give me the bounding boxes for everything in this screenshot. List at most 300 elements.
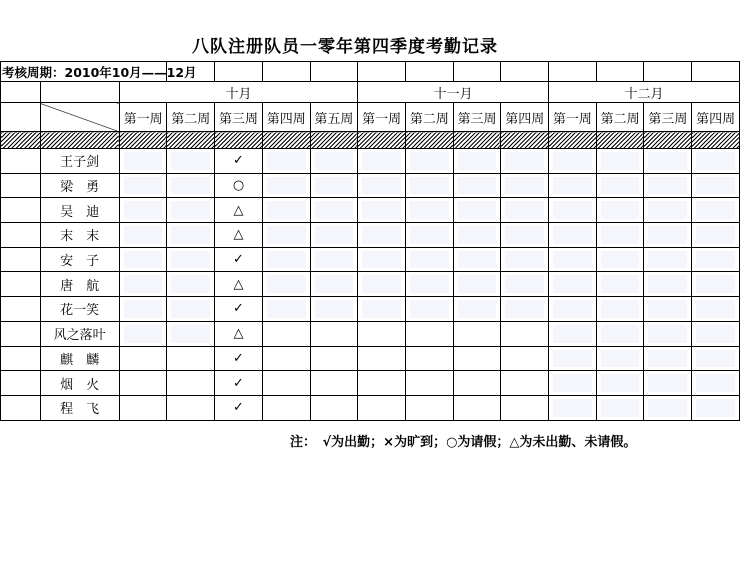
hatch-separator-cell — [310, 132, 358, 149]
header-cell[interactable] — [310, 62, 358, 82]
attendance-cell[interactable] — [262, 346, 310, 371]
month-october: 十月 — [119, 82, 358, 103]
attendance-cell[interactable] — [549, 297, 597, 322]
cell-shade — [553, 300, 592, 318]
cell-shade — [505, 226, 544, 244]
attendance-cell[interactable] — [262, 223, 310, 248]
member-name[interactable]: 唐 航 — [40, 272, 119, 297]
cell-shade — [648, 251, 687, 269]
header-cell[interactable] — [549, 62, 597, 82]
attendance-cell[interactable] — [501, 321, 549, 346]
attendance-cell[interactable] — [692, 395, 740, 420]
attendance-cell[interactable] — [167, 346, 215, 371]
table-row — [1, 371, 740, 396]
cell-shade — [267, 300, 306, 318]
cell-shade — [124, 201, 163, 219]
page-title: 八队注册队员一零年第四季度考勤记录 — [192, 37, 498, 57]
table-row — [1, 321, 740, 346]
attendance-cell[interactable] — [119, 198, 167, 223]
attendance-cell[interactable] — [596, 198, 644, 223]
attendance-symbol: ✓ — [233, 252, 244, 268]
cell-shade — [553, 152, 592, 170]
attendance-cell[interactable] — [262, 371, 310, 396]
attendance-mark[interactable] — [215, 321, 263, 346]
attendance-cell[interactable] — [644, 371, 692, 396]
cell-shade — [267, 251, 306, 269]
attendance-cell[interactable] — [644, 198, 692, 223]
attendance-cell[interactable] — [405, 149, 453, 174]
cell-shade — [553, 325, 592, 343]
cell-shade — [696, 325, 735, 343]
attendance-cell[interactable] — [501, 346, 549, 371]
member-name[interactable]: 烟 火 — [40, 371, 119, 396]
attendance-mark[interactable] — [215, 149, 263, 174]
attendance-cell[interactable] — [310, 149, 358, 174]
attendance-cell[interactable] — [549, 223, 597, 248]
attendance-mark[interactable] — [215, 346, 263, 371]
table-row — [1, 198, 740, 223]
attendance-cell[interactable] — [119, 272, 167, 297]
attendance-cell[interactable] — [358, 371, 406, 396]
attendance-cell[interactable] — [167, 395, 215, 420]
cell-shade — [124, 300, 163, 318]
cell-shade — [696, 399, 735, 417]
cell-shade — [696, 374, 735, 392]
cell-shade — [171, 201, 210, 219]
hatch-separator-cell — [596, 132, 644, 149]
attendance-cell[interactable] — [453, 198, 501, 223]
cell-shade — [458, 300, 497, 318]
attendance-cell[interactable] — [644, 321, 692, 346]
attendance-cell[interactable] — [167, 247, 215, 272]
attendance-cell[interactable] — [596, 321, 644, 346]
attendance-cell[interactable] — [644, 346, 692, 371]
cell-shade — [267, 201, 306, 219]
cell-shade — [315, 275, 354, 293]
cell-shade — [458, 251, 497, 269]
cell-shade — [267, 226, 306, 244]
attendance-cell[interactable] — [549, 272, 597, 297]
attendance-cell[interactable] — [549, 247, 597, 272]
cell-shade — [124, 152, 163, 170]
cell-shade — [124, 251, 163, 269]
attendance-cell[interactable] — [692, 346, 740, 371]
hatch-separator-cell — [549, 132, 597, 149]
header-cell[interactable] — [692, 62, 740, 82]
attendance-cell[interactable] — [644, 272, 692, 297]
row-index-cell[interactable] — [1, 346, 41, 371]
attendance-mark[interactable] — [215, 371, 263, 396]
attendance-cell[interactable] — [119, 346, 167, 371]
cell-shade — [648, 300, 687, 318]
attendance-cell[interactable] — [644, 395, 692, 420]
attendance-cell[interactable] — [596, 149, 644, 174]
cell-shade — [362, 251, 401, 269]
attendance-cell[interactable] — [167, 223, 215, 248]
cell-shade — [171, 275, 210, 293]
hatch-separator-cell — [40, 132, 119, 149]
attendance-cell[interactable] — [644, 149, 692, 174]
attendance-cell[interactable] — [167, 198, 215, 223]
cell-shade — [696, 251, 735, 269]
hatch-separator-cell — [692, 132, 740, 149]
attendance-cell[interactable] — [358, 395, 406, 420]
attendance-cell[interactable] — [692, 198, 740, 223]
attendance-cell[interactable] — [310, 272, 358, 297]
cell-shade — [362, 177, 401, 195]
attendance-cell[interactable] — [262, 395, 310, 420]
attendance-cell[interactable] — [692, 371, 740, 396]
attendance-cell[interactable] — [358, 173, 406, 198]
member-name[interactable]: 末 末 — [40, 223, 119, 248]
hatch-separator-cell — [1, 132, 41, 149]
hatch-separator-cell — [215, 132, 263, 149]
attendance-cell[interactable] — [549, 198, 597, 223]
cell-shade — [458, 275, 497, 293]
attendance-cell[interactable] — [692, 272, 740, 297]
attendance-table — [0, 61, 740, 421]
attendance-cell[interactable] — [310, 173, 358, 198]
attendance-cell[interactable] — [405, 223, 453, 248]
attendance-cell[interactable] — [405, 321, 453, 346]
attendance-symbol: ✓ — [233, 375, 244, 391]
week-header: 第三周 — [215, 103, 263, 132]
attendance-mark[interactable] — [215, 272, 263, 297]
row-index-cell[interactable] — [1, 247, 41, 272]
hatch-separator-cell — [119, 132, 167, 149]
attendance-cell[interactable] — [405, 247, 453, 272]
attendance-cell[interactable] — [167, 173, 215, 198]
cell-shade — [553, 350, 592, 368]
row-index-cell[interactable] — [1, 223, 41, 248]
attendance-mark[interactable] — [215, 297, 263, 322]
attendance-mark[interactable] — [215, 223, 263, 248]
attendance-cell[interactable] — [644, 247, 692, 272]
attendance-cell[interactable] — [501, 272, 549, 297]
attendance-cell[interactable] — [692, 223, 740, 248]
attendance-cell[interactable] — [501, 371, 549, 396]
row-index-cell[interactable] — [1, 149, 41, 174]
attendance-cell[interactable] — [310, 247, 358, 272]
diagonal-header-cell[interactable] — [40, 103, 119, 132]
attendance-cell[interactable] — [358, 346, 406, 371]
attendance-cell[interactable] — [549, 173, 597, 198]
table-row — [1, 149, 740, 174]
attendance-mark[interactable] — [215, 395, 263, 420]
attendance-cell[interactable] — [119, 149, 167, 174]
cell-shade — [601, 201, 640, 219]
table-row — [1, 173, 740, 198]
table-row — [1, 395, 740, 420]
attendance-cell[interactable] — [262, 198, 310, 223]
cell-shade — [696, 275, 735, 293]
attendance-cell[interactable] — [262, 297, 310, 322]
attendance-cell[interactable] — [119, 247, 167, 272]
attendance-cell[interactable] — [596, 173, 644, 198]
cell-shade — [601, 300, 640, 318]
table-row — [1, 346, 740, 371]
cell-shade — [410, 300, 449, 318]
table-row — [1, 223, 740, 248]
attendance-cell[interactable] — [453, 223, 501, 248]
week-header: 第一周 — [358, 103, 406, 132]
attendance-cell[interactable] — [167, 297, 215, 322]
attendance-cell[interactable] — [310, 297, 358, 322]
member-name[interactable]: 程 飞 — [40, 395, 119, 420]
attendance-cell[interactable] — [358, 198, 406, 223]
attendance-cell[interactable] — [167, 371, 215, 396]
cell-shade — [124, 226, 163, 244]
attendance-cell[interactable] — [358, 272, 406, 297]
attendance-cell[interactable] — [310, 371, 358, 396]
header-cell[interactable] — [644, 62, 692, 82]
attendance-cell[interactable] — [501, 173, 549, 198]
attendance-cell[interactable] — [405, 297, 453, 322]
hatch-separator-cell — [453, 132, 501, 149]
attendance-cell[interactable] — [119, 321, 167, 346]
attendance-cell[interactable] — [310, 223, 358, 248]
cell-shade — [315, 251, 354, 269]
cell-shade — [267, 275, 306, 293]
cell-shade — [267, 177, 306, 195]
member-name[interactable]: 王子剑 — [40, 149, 119, 174]
attendance-cell[interactable] — [453, 149, 501, 174]
attendance-symbol: △ — [233, 326, 244, 342]
row-index-cell[interactable] — [1, 272, 41, 297]
member-name[interactable]: 花一笑 — [40, 297, 119, 322]
attendance-cell[interactable] — [262, 272, 310, 297]
cell-shade — [601, 275, 640, 293]
attendance-cell[interactable] — [262, 173, 310, 198]
week-header: 第四周 — [262, 103, 310, 132]
cell-shade — [171, 226, 210, 244]
cell-shade — [553, 374, 592, 392]
attendance-cell[interactable] — [596, 223, 644, 248]
cell-shade — [505, 201, 544, 219]
hatch-separator-cell — [167, 132, 215, 149]
cell-shade — [410, 226, 449, 244]
attendance-cell[interactable] — [501, 198, 549, 223]
attendance-cell[interactable] — [167, 149, 215, 174]
cell-shade — [601, 325, 640, 343]
cell-shade — [362, 300, 401, 318]
week-header: 第一周 — [119, 103, 167, 132]
row-index-cell[interactable] — [1, 198, 41, 223]
row-index-cell[interactable] — [1, 371, 41, 396]
cell-shade — [315, 300, 354, 318]
member-name[interactable]: 麒 麟 — [40, 346, 119, 371]
attendance-cell[interactable] — [262, 321, 310, 346]
attendance-cell[interactable] — [644, 223, 692, 248]
row-index-cell[interactable] — [1, 321, 41, 346]
attendance-symbol: ✓ — [233, 400, 244, 416]
attendance-cell[interactable] — [692, 297, 740, 322]
cell-shade — [505, 300, 544, 318]
attendance-cell[interactable] — [453, 346, 501, 371]
row-index-cell[interactable] — [1, 395, 41, 420]
attendance-mark[interactable] — [215, 198, 263, 223]
attendance-cell[interactable] — [310, 198, 358, 223]
cell-shade — [315, 226, 354, 244]
attendance-mark[interactable] — [215, 247, 263, 272]
attendance-cell[interactable] — [358, 149, 406, 174]
header-cell[interactable] — [262, 62, 310, 82]
attendance-cell[interactable] — [358, 223, 406, 248]
cell-shade — [648, 325, 687, 343]
week-header: 第二周 — [167, 103, 215, 132]
week-header: 第三周 — [453, 103, 501, 132]
week-header: 第一周 — [549, 103, 597, 132]
corner-cell[interactable] — [1, 82, 41, 103]
cell-shade — [648, 201, 687, 219]
attendance-cell[interactable] — [262, 149, 310, 174]
cell-shade — [648, 275, 687, 293]
attendance-cell[interactable] — [262, 247, 310, 272]
attendance-cell[interactable] — [596, 346, 644, 371]
attendance-mark[interactable] — [215, 173, 263, 198]
cell-shade — [267, 152, 306, 170]
member-name[interactable]: 吴 迪 — [40, 198, 119, 223]
attendance-cell[interactable] — [644, 173, 692, 198]
hatch-separator-cell — [262, 132, 310, 149]
attendance-cell[interactable] — [692, 173, 740, 198]
header-cell[interactable] — [405, 62, 453, 82]
attendance-cell[interactable] — [310, 321, 358, 346]
cell-shade — [648, 226, 687, 244]
attendance-symbol: △ — [233, 227, 244, 243]
header-cell[interactable] — [453, 62, 501, 82]
attendance-symbol: ✓ — [233, 350, 244, 366]
attendance-cell[interactable] — [596, 247, 644, 272]
table-row — [1, 247, 740, 272]
member-name[interactable]: 安 子 — [40, 247, 119, 272]
header-cell[interactable] — [215, 62, 263, 82]
attendance-cell[interactable] — [119, 371, 167, 396]
row-index-cell[interactable] — [1, 173, 41, 198]
cell-shade — [458, 177, 497, 195]
attendance-cell[interactable] — [692, 321, 740, 346]
attendance-cell[interactable] — [358, 247, 406, 272]
cell-shade — [410, 275, 449, 293]
cell-shade — [171, 251, 210, 269]
cell-shade — [410, 201, 449, 219]
cell-shade — [505, 275, 544, 293]
attendance-cell[interactable] — [405, 371, 453, 396]
cell-shade — [315, 201, 354, 219]
member-name[interactable]: 风之落叶 — [40, 321, 119, 346]
cell-shade — [601, 177, 640, 195]
cell-shade — [315, 177, 354, 195]
attendance-symbol: ○ — [232, 178, 245, 194]
cell-shade — [696, 201, 735, 219]
attendance-cell[interactable] — [501, 395, 549, 420]
attendance-cell[interactable] — [167, 272, 215, 297]
attendance-symbol: △ — [233, 202, 244, 218]
attendance-cell[interactable] — [453, 297, 501, 322]
attendance-cell[interactable] — [644, 297, 692, 322]
cell-shade — [362, 201, 401, 219]
cell-shade — [410, 177, 449, 195]
attendance-cell[interactable] — [549, 149, 597, 174]
header-cell[interactable] — [596, 62, 644, 82]
header-cell[interactable] — [501, 62, 549, 82]
week-header: 第二周 — [405, 103, 453, 132]
week-header: 第三周 — [644, 103, 692, 132]
cell-shade — [696, 350, 735, 368]
attendance-cell[interactable] — [549, 346, 597, 371]
attendance-cell[interactable] — [596, 272, 644, 297]
attendance-cell[interactable] — [692, 149, 740, 174]
cell-shade — [410, 251, 449, 269]
attendance-cell[interactable] — [501, 297, 549, 322]
cell-shade — [601, 399, 640, 417]
cell-shade — [648, 152, 687, 170]
cell-shade — [505, 152, 544, 170]
attendance-cell[interactable] — [358, 321, 406, 346]
hatch-separator-cell — [358, 132, 406, 149]
attendance-cell[interactable] — [453, 272, 501, 297]
cell-shade — [553, 251, 592, 269]
attendance-cell[interactable] — [596, 395, 644, 420]
attendance-cell[interactable] — [692, 247, 740, 272]
attendance-cell[interactable] — [453, 395, 501, 420]
attendance-cell[interactable] — [501, 247, 549, 272]
attendance-cell[interactable] — [596, 297, 644, 322]
attendance-cell[interactable] — [405, 173, 453, 198]
table-row — [1, 272, 740, 297]
cell-shade — [458, 152, 497, 170]
attendance-cell[interactable] — [405, 346, 453, 371]
attendance-cell[interactable] — [119, 395, 167, 420]
attendance-cell[interactable] — [167, 321, 215, 346]
cell-shade — [362, 275, 401, 293]
cell-shade — [124, 325, 163, 343]
attendance-symbol: ✓ — [233, 153, 244, 169]
cell-shade — [601, 374, 640, 392]
attendance-cell[interactable] — [310, 395, 358, 420]
attendance-cell[interactable] — [405, 272, 453, 297]
member-name[interactable]: 梁 勇 — [40, 173, 119, 198]
attendance-cell[interactable] — [453, 371, 501, 396]
attendance-cell[interactable] — [501, 223, 549, 248]
cell-shade — [696, 152, 735, 170]
attendance-cell[interactable] — [501, 149, 549, 174]
attendance-cell[interactable] — [453, 173, 501, 198]
corner-cell[interactable] — [40, 82, 119, 103]
corner-cell[interactable] — [1, 103, 41, 132]
cell-shade — [124, 275, 163, 293]
attendance-cell[interactable] — [358, 297, 406, 322]
attendance-cell[interactable] — [549, 371, 597, 396]
header-cell[interactable] — [358, 62, 406, 82]
attendance-symbol: ✓ — [233, 301, 244, 317]
attendance-cell[interactable] — [453, 247, 501, 272]
row-index-cell[interactable] — [1, 297, 41, 322]
cell-shade — [601, 226, 640, 244]
cell-shade — [362, 152, 401, 170]
cell-shade — [601, 152, 640, 170]
attendance-cell[interactable] — [549, 395, 597, 420]
attendance-cell[interactable] — [310, 346, 358, 371]
attendance-cell[interactable] — [405, 198, 453, 223]
attendance-cell[interactable] — [549, 321, 597, 346]
attendance-cell[interactable] — [119, 173, 167, 198]
attendance-cell[interactable] — [119, 297, 167, 322]
attendance-cell[interactable] — [596, 371, 644, 396]
attendance-cell[interactable] — [453, 321, 501, 346]
attendance-cell[interactable] — [119, 223, 167, 248]
attendance-cell[interactable] — [405, 395, 453, 420]
